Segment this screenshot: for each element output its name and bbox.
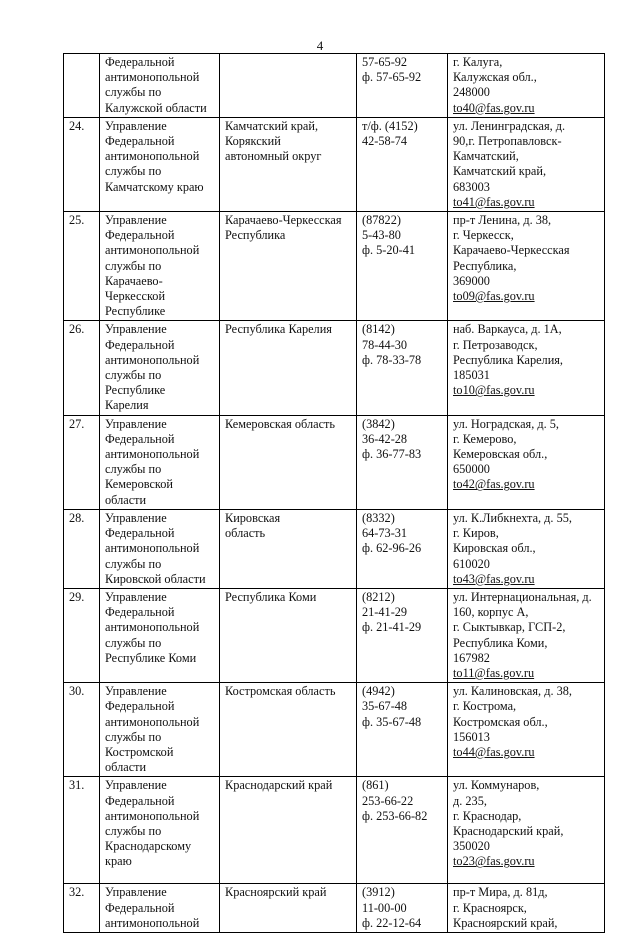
table-row	[64, 884, 605, 933]
organization-name: Управление Федеральной антимонопольной службы по Кемеровской области	[100, 415, 220, 509]
region-name: Камчатский край, Корякский автономный округ	[220, 117, 357, 211]
region-name: Республика Коми	[220, 588, 357, 682]
row-number	[64, 54, 100, 118]
phone-numbers: (8142) 78-44-30 ф. 78-33-78	[357, 321, 448, 415]
email-link[interactable]: to11@fas.gov.ru	[453, 665, 535, 680]
table-row	[64, 212, 605, 321]
fas-offices-table	[63, 53, 605, 933]
region-name: Краснодарский край	[220, 777, 357, 884]
postal-address: пр-т Мира, д. 81д, г. Красноярск, Красноярский край,	[453, 885, 558, 930]
address-cell	[448, 117, 605, 211]
organization-name: Федеральной антимонопольной службы по Калужской области	[100, 54, 220, 118]
address-cell	[448, 415, 605, 509]
phone-numbers: (8332) 64-73-31 ф. 62-96-26	[357, 509, 448, 588]
email-link[interactable]: to09@fas.gov.ru	[453, 289, 535, 304]
row-number: 29.	[64, 588, 100, 682]
address-cell	[448, 509, 605, 588]
postal-address: пр-т Ленина, д. 38, г. Черкесск, Карачаево-Черкесская Республика, 369000	[453, 213, 570, 288]
organization-name: Управление Федеральной антимонопольной службы по Республике Коми	[100, 588, 220, 682]
row-number: 28.	[64, 509, 100, 588]
organization-name: Управление Федеральной антимонопольной	[100, 884, 220, 933]
region-name: Кировская область	[220, 509, 357, 588]
table-row	[64, 321, 605, 415]
row-number: 24.	[64, 117, 100, 211]
postal-address: ул. Калиновская, д. 38, г. Кострома, Костромская обл., 156013	[453, 684, 572, 744]
postal-address: наб. Варкауса, д. 1А, г. Петрозаводск, Республика Карелия, 185031	[453, 322, 564, 383]
phone-numbers: (3912) 11-00-00 ф. 22-12-64	[357, 884, 448, 933]
email-link[interactable]: to41@fas.gov.ru	[453, 194, 535, 209]
region-name: Республика Карелия	[220, 321, 357, 415]
phone-numbers: (4942) 35-67-48 ф. 35-67-48	[357, 683, 448, 777]
region-name	[220, 54, 357, 118]
phone-numbers: (8212) 21-41-29 ф. 21-41-29	[357, 588, 448, 682]
phone-numbers: (861) 253-66-22 ф. 253-66-82	[357, 777, 448, 884]
row-number: 27.	[64, 415, 100, 509]
table-row	[64, 117, 605, 211]
organization-name: Управление Федеральной антимонопольной службы по Костромской области	[100, 683, 220, 777]
phone-numbers: т/ф. (4152) 42-58-74	[357, 117, 448, 211]
table-row	[64, 683, 605, 777]
address-cell	[448, 777, 605, 884]
email-link[interactable]: to23@fas.gov.ru	[453, 854, 535, 869]
postal-address: ул. Интернациональная, д. 160, корпус А, г. Сыктывкар, ГСП-2, Республика Коми, 167982	[453, 589, 592, 665]
organization-name: Управление Федеральной антимонопольной службы по Республике Карелия	[100, 321, 220, 415]
postal-address: ул. К.Либкнехта, д. 55, г. Киров, Кировская обл., 610020	[453, 510, 572, 571]
row-number: 31.	[64, 777, 100, 884]
region-name: Костромская область	[220, 683, 357, 777]
email-link[interactable]: to10@fas.gov.ru	[453, 383, 535, 398]
organization-name: Управление Федеральной антимонопольной службы по Камчатскому краю	[100, 117, 220, 211]
phone-numbers: 57-65-92 ф. 57-65-92	[357, 54, 448, 118]
region-name: Карачаево-Черкесская Республика	[220, 212, 357, 321]
table-row	[64, 509, 605, 588]
organization-name: Управление Федеральной антимонопольной службы по Карачаево- Черкесской Республике	[100, 212, 220, 321]
address-cell	[448, 884, 605, 933]
postal-address: г. Калуга, Калужская обл., 248000	[453, 55, 537, 100]
table-row	[64, 54, 605, 118]
table-row	[64, 415, 605, 509]
page-number: 4	[316, 38, 324, 53]
address-cell	[448, 321, 605, 415]
row-number: 32.	[64, 884, 100, 933]
organization-name: Управление Федеральной антимонопольной службы по Краснодарскому краю	[100, 777, 220, 884]
postal-address: ул. Ленинградская, д. 90,г. Петропавловск- Камчатский, Камчатский край, 683003	[453, 118, 566, 194]
address-cell	[448, 683, 605, 777]
phone-numbers: (3842) 36-42-28 ф. 36-77-83	[357, 415, 448, 509]
postal-address: ул. Ноградская, д. 5, г. Кемерово, Кемеровская обл., 650000	[453, 416, 559, 477]
address-cell	[448, 588, 605, 682]
region-name: Кемеровская область	[220, 415, 357, 509]
email-link[interactable]: to40@fas.gov.ru	[453, 100, 535, 115]
table-row	[64, 777, 605, 884]
region-name: Красноярский край	[220, 884, 357, 933]
postal-address: ул. Коммунаров, д. 235, г. Краснодар, Краснодарский край, 350020	[453, 778, 564, 854]
address-cell	[448, 54, 605, 118]
row-number: 30.	[64, 683, 100, 777]
table-row	[64, 588, 605, 682]
email-link[interactable]: to44@fas.gov.ru	[453, 744, 535, 759]
row-number: 25.	[64, 212, 100, 321]
row-number: 26.	[64, 321, 100, 415]
organization-name: Управление Федеральной антимонопольной службы по Кировской области	[100, 509, 220, 588]
email-link[interactable]: to42@fas.gov.ru	[453, 477, 535, 492]
address-cell	[448, 212, 605, 321]
email-link[interactable]: to43@fas.gov.ru	[453, 571, 535, 586]
phone-numbers: (87822) 5-43-80 ф. 5-20-41	[357, 212, 448, 321]
